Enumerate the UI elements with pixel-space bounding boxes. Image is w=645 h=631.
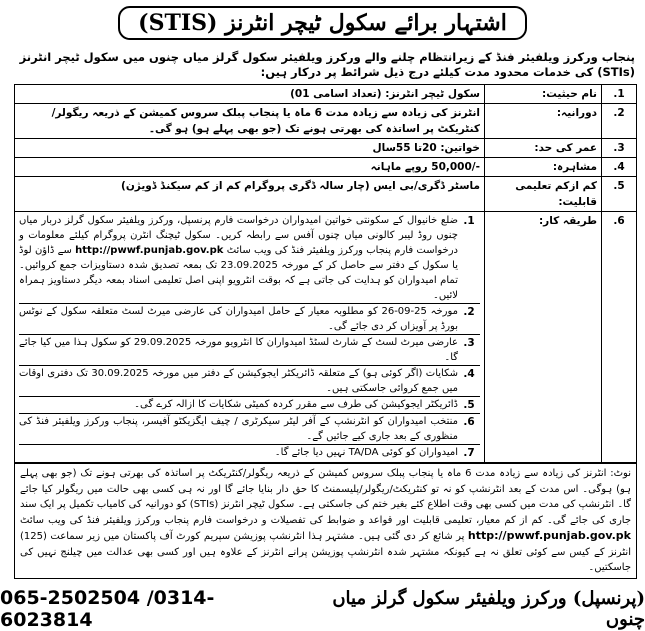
procedure-item [19, 303, 480, 334]
procedure-item-number: 1. [463, 215, 475, 227]
note-box [14, 463, 637, 579]
table-row [15, 85, 637, 104]
row-label: کم ازکم تعلیمی قابلیت: [485, 177, 602, 212]
footer-contact [0, 587, 645, 631]
procedure-item [19, 444, 480, 461]
row-number: 3. [602, 139, 637, 158]
row-label: طریقہ کار: [485, 212, 602, 463]
procedure-item-number: 2. [463, 306, 475, 318]
row-label: دورانیہ: [485, 104, 602, 139]
procedure-item-text-b: سے ڈاؤن لوڈ یا سکول کے دفتر سے حاصل کر کے مورخہ 23.09.2025 تک بمعہ تصدیق شدہ دستاویزات جمع کروائیں۔ تمام امیدواران کو ہدایت کی جاتی ہے کہ بوقت انٹرویو اپنی اصل تعلیمی اسناد بمعہ دیگر دستاویز ہمراہ لائیں۔ [19, 245, 458, 301]
title-area [0, 0, 645, 42]
procedure-item [19, 413, 480, 444]
row-value: -/50,000 روپے ماہانہ [15, 158, 485, 177]
procedure-item [19, 334, 480, 365]
procedure-item-text: امیدواران کو کوئی TA/DA نہیں دیا جائے گا۔ [274, 447, 458, 458]
row-value: ماسٹر ڈگری/بی ایس (چار سالہ ڈگری پروگرام کم از کم سیکنڈ ڈویژن) [15, 177, 485, 212]
procedure-list [15, 212, 485, 463]
procedure-item-number: 7. [463, 447, 475, 459]
table-row [15, 158, 637, 177]
row-number: 6. [602, 212, 637, 463]
procedure-item [19, 213, 480, 303]
procedure-item-text [19, 213, 458, 303]
procedure-item [19, 365, 480, 396]
note-text-a: نوٹ: انٹرنز کی زیادہ سے زیادہ مدت 6 ماہ یا پنجاب پبلک سروس کمیشن کے ذریعہ ریگولر/کنٹریکٹ پر اساتذہ کی بھرتی ہونے تک (جو بھی پہلے ہو) ہوگی۔ اس مدت کے بعد انٹرنشپ کو نہ تو کنٹریکٹ/ریگولر/پلیسمنٹ کا حق دار بنایا جائے گا اور نہ ہی کسی بھی حالت میں ریگولر کیا جائے گا۔ انٹرنشپ کی مدت میں کسی بھی وقت اطلاع کئے بغیر ختم کی جاسکتی ہے۔ سکول ٹیچر انٹرنز (STIs) کو دورانیہ کی کامیاب تکمیل پر ایک سند جاری کی جائے گی۔ کم از کم معیار، تعلیمی قابلیت اور قواعد و ضوابط کی تفصیلات و درخواست فارم پنجاب ورکرز ویلفیئر فنڈ کی ویب سائٹ [20, 468, 631, 526]
details-table [14, 84, 637, 463]
procedure-item-text: شکایات (اگر کوئی ہو) کے متعلقہ ڈائریکٹر ایجوکیشن کے دفتر میں مورخہ 30.09.2025 تک دفتری اوقات میں جمع کروائی جاسکتی ہیں۔ [19, 368, 458, 394]
procedure-item-number: 3. [463, 337, 475, 349]
website-link[interactable]: http://pwwf.punjab.gov.pk [75, 245, 224, 256]
page-title: اشتہار برائے سکول ٹیچر انٹرنز (STIS) [118, 6, 527, 40]
row-number: 2. [602, 104, 637, 139]
procedure-item-number: 4. [463, 368, 475, 380]
intro-text: پنجاب ورکرز ویلفیئر فنڈ کے زیرانتظام چلنے والے ورکرز ویلفیئر سکول گرلز میاں چنوں میں سکول ٹیچر انٹرنز (STIs) کی خدمات محدود مدت کیلئے درج ذیل شرائط پر درکار ہیں: [19, 50, 635, 79]
row-value: خواتین: 20تا 55سال [15, 139, 485, 158]
procedure-item-text: عارضی میرٹ لسٹ کے شارٹ لسٹڈ امیدواران کا انٹرویو مورخہ 29.09.2025 کو سکول ہذا میں کیا جائے گا۔ [19, 337, 458, 363]
procedure-item [19, 396, 480, 413]
row-label: عمر کی حد: [485, 139, 602, 158]
note-website-link[interactable]: http://pwwf.punjab.gov.pk [467, 529, 631, 542]
note-text-b: پر شائع کر دی گئی ہیں۔ مشتہر ہذا انٹرنشپ پوزیشن سپریم کورٹ آف پاکستان میں زیر سماعت (125) انٹرنز کے کیس سے کوئی تعلق نہ ہے کیونکہ مشتہر شدہ انٹرنشپ پوزیشن پرانے انٹرنز کے علاوہ ہیں اور کسی بھی عدالت میں چیلنج نہیں کی جاسکتیں۔ [20, 531, 631, 573]
procedure-item-text: مورخہ 25-09-26 کو مطلوبہ معیار کے حامل امیدواران کی عارضی میرٹ لسٹ متعلقہ سکول کے نوٹس بورڈ پر آویزاں کر دی جائے گی۔ [19, 306, 459, 332]
row-value: سکول ٹیچر انٹرنز: (تعداد اسامی 01) [15, 85, 485, 104]
row-number: 4. [602, 158, 637, 177]
table-row [15, 104, 637, 139]
procedure-row [15, 212, 637, 463]
row-number: 1. [602, 85, 637, 104]
procedure-item-number: 6. [463, 416, 475, 428]
footer-phone-numbers: 065-2502504 /0314-6023814 [0, 586, 215, 631]
row-label: مشاہرہ: [485, 158, 602, 177]
table-row [15, 177, 637, 212]
row-label: نام حیثیت: [485, 85, 602, 104]
procedure-item-text: ڈائریکٹر ایجوکیشن کی طرف سے مقرر کردہ کمیٹی شکایات کا ازالہ کرے گی۔ [134, 399, 458, 410]
footer-organization: (پرنسپل) ورکرز ویلفیئر سکول گرلز میاں چنوں [332, 587, 645, 630]
procedure-item-number: 5. [463, 399, 475, 411]
procedure-item-text: منتخب امیدواران کو انٹرنشپ کے آفر لیٹر سیکرٹری / چیف ایگزیکٹو آفیسر، پنجاب ورکرز ویلفیئر فنڈ کی منظوری کے بعد جاری کیے جائیں گے۔ [19, 416, 458, 442]
row-value: انٹرنز کی زیادہ سے زیادہ مدت 6 ماہ یا پنجاب پبلک سروس کمیشن کے ذریعہ ریگولر/کنٹریکٹ پر اساتذہ کی بھرتی ہونے تک (جو بھی پہلے ہو) ہو گی۔ [15, 104, 485, 139]
row-number: 5. [602, 177, 637, 212]
table-row [15, 139, 637, 158]
procedure-item-text-a: ضلع خانیوال کے سکونتی خواتین امیدواران درخواست فارم پرنسپل، ورکرز ویلفیئر سکول گرلز دربار میاں چنوں روڈ لیبر کالونی میاں چنوں آفس سے رابطہ کریں۔ سکول ٹیچنگ انٹرن پروگرام کیلئے معلومات و درخواست فارم پنجاب ورکرز ویلفیئر فنڈ کی ویب سائٹ [19, 215, 458, 256]
